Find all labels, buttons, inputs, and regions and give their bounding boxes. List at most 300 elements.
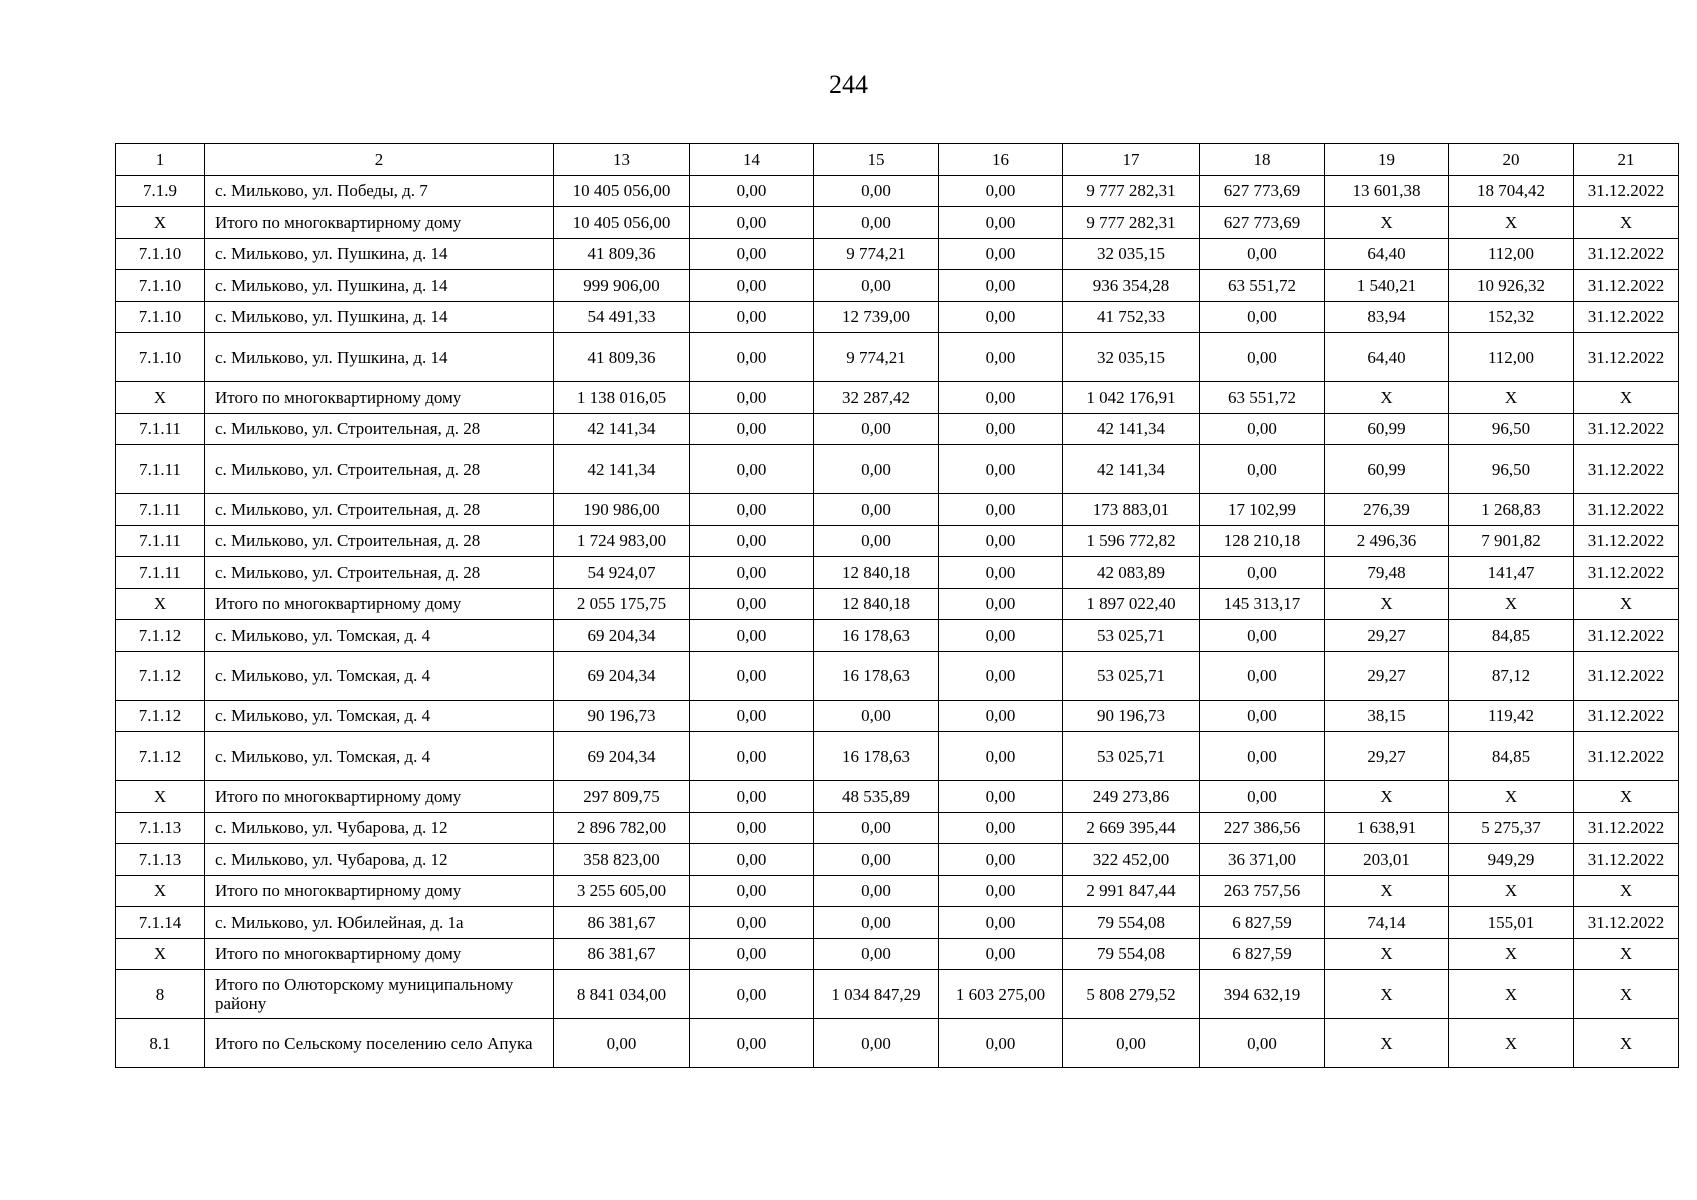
col-19-cell: X [1325,207,1449,239]
row-number-cell: 7.1.11 [116,557,205,589]
col-18-cell: 0,00 [1200,238,1325,270]
table-row [116,175,1679,207]
table-row [116,970,1679,1019]
col-15-cell: 12 840,18 [814,557,939,589]
address-cell: Итого по многоквартирному дому [205,781,554,813]
row-number-cell: 7.1.14 [116,907,205,939]
col-13-cell: 69 204,34 [554,651,690,700]
col-21-cell: X [1574,938,1679,970]
col-14-cell: 0,00 [690,175,814,207]
col-13-cell: 42 141,34 [554,445,690,494]
row-number-cell: 8.1 [116,1019,205,1068]
col-16-cell: 0,00 [939,875,1063,907]
col-13-cell: 69 204,34 [554,620,690,652]
col-16-cell: 0,00 [939,445,1063,494]
col-14-cell: 0,00 [690,270,814,302]
column-header: 1 [116,144,205,176]
col-14-cell: 0,00 [690,732,814,781]
col-21-cell: 31.12.2022 [1574,175,1679,207]
col-15-cell: 0,00 [814,844,939,876]
row-number-cell: 7.1.11 [116,494,205,526]
col-15-cell: 0,00 [814,270,939,302]
col-19-cell: X [1325,588,1449,620]
row-number-cell: X [116,207,205,239]
col-16-cell: 0,00 [939,494,1063,526]
col-14-cell: 0,00 [690,301,814,333]
col-21-cell: 31.12.2022 [1574,525,1679,557]
col-17-cell: 79 554,08 [1063,938,1200,970]
col-21-cell: 31.12.2022 [1574,270,1679,302]
col-19-cell: X [1325,938,1449,970]
address-cell: Итого по многоквартирному дому [205,382,554,414]
col-17-cell: 2 991 847,44 [1063,875,1200,907]
row-number-cell: 7.1.10 [116,270,205,302]
col-21-cell: 31.12.2022 [1574,413,1679,445]
col-19-cell: X [1325,875,1449,907]
address-cell: с. Мильково, ул. Томская, д. 4 [205,620,554,652]
col-14-cell: 0,00 [690,620,814,652]
col-15-cell: 0,00 [814,494,939,526]
row-number-cell: 7.1.11 [116,413,205,445]
address-cell: Итого по многоквартирному дому [205,588,554,620]
column-header: 16 [939,144,1063,176]
col-17-cell: 9 777 282,31 [1063,207,1200,239]
row-number-cell: X [116,588,205,620]
table-row [116,270,1679,302]
col-21-cell: 31.12.2022 [1574,812,1679,844]
col-21-cell: X [1574,207,1679,239]
col-14-cell: 0,00 [690,333,814,382]
col-14-cell: 0,00 [690,700,814,732]
col-14-cell: 0,00 [690,494,814,526]
col-13-cell: 41 809,36 [554,333,690,382]
col-16-cell: 0,00 [939,333,1063,382]
row-number-cell: 7.1.13 [116,812,205,844]
address-cell: с. Мильково, ул. Чубарова, д. 12 [205,844,554,876]
col-20-cell: 10 926,32 [1449,270,1574,302]
col-13-cell: 3 255 605,00 [554,875,690,907]
data-table [115,143,1679,1068]
col-21-cell: 31.12.2022 [1574,494,1679,526]
col-20-cell: X [1449,781,1574,813]
col-15-cell: 16 178,63 [814,732,939,781]
column-header: 17 [1063,144,1200,176]
col-16-cell: 0,00 [939,700,1063,732]
page-number: 244 [829,70,868,99]
col-19-cell: 29,27 [1325,732,1449,781]
table-row [116,620,1679,652]
row-number-cell: X [116,382,205,414]
col-19-cell: X [1325,382,1449,414]
address-cell: с. Мильково, ул. Томская, д. 4 [205,700,554,732]
col-20-cell: 112,00 [1449,333,1574,382]
col-14-cell: 0,00 [690,1019,814,1068]
col-20-cell: 1 268,83 [1449,494,1574,526]
col-13-cell: 2 055 175,75 [554,588,690,620]
col-15-cell: 0,00 [814,875,939,907]
address-cell: с. Мильково, ул. Томская, д. 4 [205,732,554,781]
row-number-cell: X [116,781,205,813]
col-19-cell: 64,40 [1325,333,1449,382]
col-20-cell: 96,50 [1449,413,1574,445]
col-17-cell: 90 196,73 [1063,700,1200,732]
row-number-cell: 7.1.12 [116,732,205,781]
col-13-cell: 42 141,34 [554,413,690,445]
col-15-cell: 0,00 [814,1019,939,1068]
col-14-cell: 0,00 [690,557,814,589]
col-18-cell: 145 313,17 [1200,588,1325,620]
col-20-cell: X [1449,382,1574,414]
col-15-cell: 0,00 [814,207,939,239]
column-header: 20 [1449,144,1574,176]
table-row [116,413,1679,445]
table-row [116,525,1679,557]
col-18-cell: 128 210,18 [1200,525,1325,557]
col-15-cell: 0,00 [814,700,939,732]
col-18-cell: 0,00 [1200,413,1325,445]
col-15-cell: 12 739,00 [814,301,939,333]
table-row [116,781,1679,813]
address-cell: с. Мильково, ул. Строительная, д. 28 [205,525,554,557]
col-20-cell: 84,85 [1449,732,1574,781]
col-20-cell: 112,00 [1449,238,1574,270]
row-number-cell: X [116,938,205,970]
col-21-cell: 31.12.2022 [1574,732,1679,781]
col-16-cell: 0,00 [939,844,1063,876]
table-row [116,588,1679,620]
col-15-cell: 32 287,42 [814,382,939,414]
col-17-cell: 322 452,00 [1063,844,1200,876]
col-17-cell: 53 025,71 [1063,651,1200,700]
col-15-cell: 16 178,63 [814,651,939,700]
col-18-cell: 0,00 [1200,445,1325,494]
col-13-cell: 358 823,00 [554,844,690,876]
address-cell: с. Мильково, ул. Строительная, д. 28 [205,445,554,494]
col-21-cell: 31.12.2022 [1574,907,1679,939]
col-13-cell: 1 724 983,00 [554,525,690,557]
col-13-cell: 54 491,33 [554,301,690,333]
row-number-cell: 7.1.10 [116,238,205,270]
col-19-cell: 276,39 [1325,494,1449,526]
col-15-cell: 9 774,21 [814,238,939,270]
col-20-cell: 155,01 [1449,907,1574,939]
col-20-cell: 87,12 [1449,651,1574,700]
col-21-cell: 31.12.2022 [1574,333,1679,382]
col-18-cell: 227 386,56 [1200,812,1325,844]
col-14-cell: 0,00 [690,907,814,939]
col-13-cell: 10 405 056,00 [554,175,690,207]
col-18-cell: 627 773,69 [1200,175,1325,207]
col-19-cell: 74,14 [1325,907,1449,939]
address-cell: с. Мильково, ул. Юбилейная, д. 1а [205,907,554,939]
table-row [116,732,1679,781]
col-18-cell: 263 757,56 [1200,875,1325,907]
col-19-cell: 1 540,21 [1325,270,1449,302]
table-row [116,651,1679,700]
col-17-cell: 32 035,15 [1063,333,1200,382]
col-20-cell: X [1449,207,1574,239]
col-15-cell: 0,00 [814,938,939,970]
column-header: 19 [1325,144,1449,176]
col-19-cell: 1 638,91 [1325,812,1449,844]
col-21-cell: 31.12.2022 [1574,700,1679,732]
col-14-cell: 0,00 [690,382,814,414]
col-14-cell: 0,00 [690,525,814,557]
col-13-cell: 90 196,73 [554,700,690,732]
col-21-cell: X [1574,588,1679,620]
col-18-cell: 36 371,00 [1200,844,1325,876]
column-header: 21 [1574,144,1679,176]
col-18-cell: 63 551,72 [1200,382,1325,414]
col-17-cell: 1 596 772,82 [1063,525,1200,557]
col-13-cell: 86 381,67 [554,907,690,939]
col-17-cell: 42 141,34 [1063,445,1200,494]
col-16-cell: 0,00 [939,907,1063,939]
col-17-cell: 32 035,15 [1063,238,1200,270]
col-14-cell: 0,00 [690,588,814,620]
col-15-cell: 12 840,18 [814,588,939,620]
col-13-cell: 86 381,67 [554,938,690,970]
col-19-cell: 2 496,36 [1325,525,1449,557]
row-number-cell: 8 [116,970,205,1019]
col-19-cell: 203,01 [1325,844,1449,876]
row-number-cell: X [116,875,205,907]
column-header: 2 [205,144,554,176]
col-19-cell: 38,15 [1325,700,1449,732]
col-18-cell: 0,00 [1200,301,1325,333]
col-19-cell: 83,94 [1325,301,1449,333]
address-cell: с. Мильково, ул. Пушкина, д. 14 [205,333,554,382]
col-16-cell: 0,00 [939,525,1063,557]
col-15-cell: 9 774,21 [814,333,939,382]
table-row [116,700,1679,732]
col-20-cell: X [1449,875,1574,907]
column-header: 13 [554,144,690,176]
col-16-cell: 0,00 [939,238,1063,270]
header-row [116,144,1679,176]
col-17-cell: 249 273,86 [1063,781,1200,813]
col-13-cell: 1 138 016,05 [554,382,690,414]
address-cell: с. Мильково, ул. Строительная, д. 28 [205,413,554,445]
address-cell: с. Мильково, ул. Строительная, д. 28 [205,494,554,526]
col-18-cell: 0,00 [1200,620,1325,652]
col-17-cell: 5 808 279,52 [1063,970,1200,1019]
address-cell: с. Мильково, ул. Пушкина, д. 14 [205,238,554,270]
col-20-cell: 7 901,82 [1449,525,1574,557]
address-cell: с. Мильково, ул. Томская, д. 4 [205,651,554,700]
col-19-cell: 13 601,38 [1325,175,1449,207]
col-19-cell: X [1325,1019,1449,1068]
col-20-cell: 119,42 [1449,700,1574,732]
col-14-cell: 0,00 [690,875,814,907]
col-17-cell: 0,00 [1063,1019,1200,1068]
col-18-cell: 0,00 [1200,1019,1325,1068]
col-18-cell: 0,00 [1200,732,1325,781]
row-number-cell: 7.1.12 [116,651,205,700]
col-15-cell: 0,00 [814,812,939,844]
col-21-cell: 31.12.2022 [1574,620,1679,652]
col-19-cell: 64,40 [1325,238,1449,270]
col-14-cell: 0,00 [690,238,814,270]
address-cell: с. Мильково, ул. Пушкина, д. 14 [205,270,554,302]
col-13-cell: 8 841 034,00 [554,970,690,1019]
col-21-cell: 31.12.2022 [1574,557,1679,589]
address-cell: Итого по многоквартирному дому [205,938,554,970]
col-18-cell: 6 827,59 [1200,907,1325,939]
col-21-cell: X [1574,781,1679,813]
col-13-cell: 297 809,75 [554,781,690,813]
col-17-cell: 79 554,08 [1063,907,1200,939]
col-14-cell: 0,00 [690,938,814,970]
col-19-cell: 60,99 [1325,445,1449,494]
address-cell: Итого по Олюторскому муниципальному району [205,970,554,1019]
col-17-cell: 53 025,71 [1063,732,1200,781]
column-header: 14 [690,144,814,176]
col-17-cell: 41 752,33 [1063,301,1200,333]
col-18-cell: 0,00 [1200,333,1325,382]
row-number-cell: 7.1.11 [116,525,205,557]
col-20-cell: X [1449,938,1574,970]
col-18-cell: 0,00 [1200,557,1325,589]
col-13-cell: 10 405 056,00 [554,207,690,239]
col-19-cell: 79,48 [1325,557,1449,589]
col-19-cell: X [1325,781,1449,813]
col-14-cell: 0,00 [690,781,814,813]
address-cell: Итого по Сельскому поселению село Апука [205,1019,554,1068]
col-17-cell: 42 141,34 [1063,413,1200,445]
col-16-cell: 0,00 [939,651,1063,700]
row-number-cell: 7.1.12 [116,700,205,732]
address-cell: с. Мильково, ул. Победы, д. 7 [205,175,554,207]
col-18-cell: 6 827,59 [1200,938,1325,970]
col-20-cell: 84,85 [1449,620,1574,652]
col-17-cell: 173 883,01 [1063,494,1200,526]
col-19-cell: 60,99 [1325,413,1449,445]
col-16-cell: 0,00 [939,938,1063,970]
col-21-cell: X [1574,970,1679,1019]
col-17-cell: 42 083,89 [1063,557,1200,589]
row-number-cell: 7.1.13 [116,844,205,876]
column-header: 15 [814,144,939,176]
table-body [116,175,1679,1068]
col-15-cell: 0,00 [814,175,939,207]
row-number-cell: 7.1.11 [116,445,205,494]
table-row [116,238,1679,270]
col-15-cell: 0,00 [814,907,939,939]
col-14-cell: 0,00 [690,651,814,700]
table-row [116,301,1679,333]
col-16-cell: 0,00 [939,781,1063,813]
col-14-cell: 0,00 [690,207,814,239]
address-cell: Итого по многоквартирному дому [205,207,554,239]
col-16-cell: 0,00 [939,270,1063,302]
col-18-cell: 0,00 [1200,700,1325,732]
col-20-cell: X [1449,1019,1574,1068]
address-cell: с. Мильково, ул. Строительная, д. 28 [205,557,554,589]
col-16-cell: 0,00 [939,620,1063,652]
col-20-cell: 18 704,42 [1449,175,1574,207]
col-17-cell: 1 897 022,40 [1063,588,1200,620]
col-14-cell: 0,00 [690,844,814,876]
table-row [116,207,1679,239]
col-20-cell: X [1449,588,1574,620]
col-16-cell: 0,00 [939,413,1063,445]
col-13-cell: 190 986,00 [554,494,690,526]
col-18-cell: 17 102,99 [1200,494,1325,526]
col-20-cell: 5 275,37 [1449,812,1574,844]
col-16-cell: 0,00 [939,557,1063,589]
table-row [116,875,1679,907]
col-21-cell: 31.12.2022 [1574,844,1679,876]
col-19-cell: 29,27 [1325,651,1449,700]
col-15-cell: 48 535,89 [814,781,939,813]
col-13-cell: 54 924,07 [554,557,690,589]
col-18-cell: 394 632,19 [1200,970,1325,1019]
col-16-cell: 0,00 [939,175,1063,207]
address-cell: с. Мильково, ул. Чубарова, д. 12 [205,812,554,844]
col-14-cell: 0,00 [690,445,814,494]
table-row [116,938,1679,970]
col-16-cell: 0,00 [939,812,1063,844]
col-16-cell: 1 603 275,00 [939,970,1063,1019]
row-number-cell: 7.1.10 [116,301,205,333]
col-21-cell: X [1574,875,1679,907]
col-18-cell: 0,00 [1200,781,1325,813]
col-15-cell: 16 178,63 [814,620,939,652]
table-row [116,844,1679,876]
col-19-cell: X [1325,970,1449,1019]
col-18-cell: 0,00 [1200,651,1325,700]
col-13-cell: 2 896 782,00 [554,812,690,844]
col-21-cell: 31.12.2022 [1574,651,1679,700]
col-16-cell: 0,00 [939,588,1063,620]
col-16-cell: 0,00 [939,732,1063,781]
col-21-cell: X [1574,1019,1679,1068]
col-18-cell: 627 773,69 [1200,207,1325,239]
table-row [116,557,1679,589]
col-16-cell: 0,00 [939,1019,1063,1068]
col-18-cell: 63 551,72 [1200,270,1325,302]
col-17-cell: 936 354,28 [1063,270,1200,302]
col-14-cell: 0,00 [690,812,814,844]
col-21-cell: 31.12.2022 [1574,445,1679,494]
col-20-cell: 152,32 [1449,301,1574,333]
col-20-cell: 949,29 [1449,844,1574,876]
row-number-cell: 7.1.10 [116,333,205,382]
column-header: 18 [1200,144,1325,176]
col-16-cell: 0,00 [939,382,1063,414]
table-row [116,382,1679,414]
table-row [116,333,1679,382]
col-17-cell: 53 025,71 [1063,620,1200,652]
table-row [116,907,1679,939]
col-15-cell: 0,00 [814,525,939,557]
col-15-cell: 1 034 847,29 [814,970,939,1019]
col-17-cell: 9 777 282,31 [1063,175,1200,207]
col-16-cell: 0,00 [939,207,1063,239]
col-15-cell: 0,00 [814,413,939,445]
address-cell: Итого по многоквартирному дому [205,875,554,907]
col-17-cell: 2 669 395,44 [1063,812,1200,844]
col-13-cell: 41 809,36 [554,238,690,270]
row-number-cell: 7.1.9 [116,175,205,207]
table-row [116,1019,1679,1068]
col-20-cell: 96,50 [1449,445,1574,494]
col-21-cell: 31.12.2022 [1574,238,1679,270]
col-16-cell: 0,00 [939,301,1063,333]
col-13-cell: 0,00 [554,1019,690,1068]
col-20-cell: X [1449,970,1574,1019]
